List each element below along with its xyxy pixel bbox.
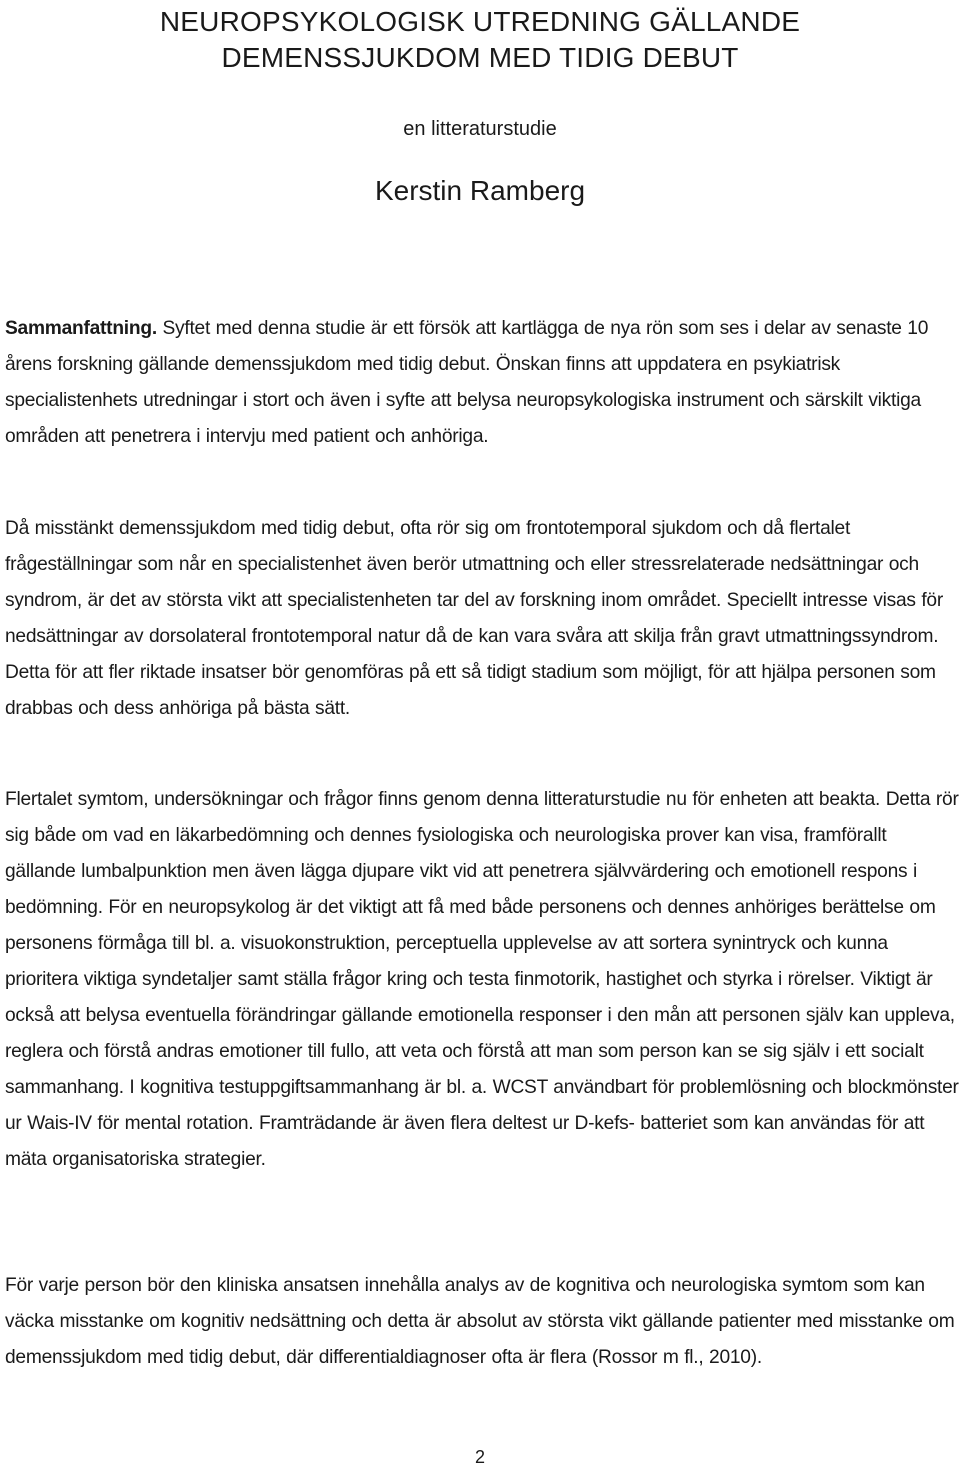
body-paragraph-3: Flertalet symtom, undersökningar och frågor finns genom denna litteraturstudie nu för enheten att beakta. Detta rör sig både om vad en läkarbedömning och dennes fysiologiska och neurologiska prover kan visa, framförallt gällande lumbalpunktion men även lägga djupare vikt vid att penetrera självvärdering och emotionell respons i bedömning. För en neuropsykolog är det viktigt att få med både personens och dennes anhöriges berättelse om personens förmåga till bl. a. visuokonstruktion, perceptuella upplevelse av att sortera synintryck och kunna prioritera viktiga syndetaljer samt ställa frågor kring och testa finmotorik, hastighet och styrka i rörelser. Viktigt är också att belysa eventuella förändringar gällande emotionella responser i den mån att personen själv kan uppleva, reglera och förstå andras emotioner till fullo, att veta och förstå att man som person kan se sig själv i ett socialt sammanhang. I kognitiva testuppgiftsammanhang är bl. a. WCST användbart för problemlösning och blockmönster ur Wais-IV för mental rotation. Framträdande är även flera deltest ur D-kefs- batteriet som kan användas för att mäta organisatoriska strategier.: [5, 789, 959, 1170]
document-title: [0, 4, 960, 76]
abstract-text: Syftet med denna studie är ett försök att kartlägga de nya rön som ses i delar av senaste 10 årens forskning gällande demenssjukdom med tidig debut. Önskan finns att uppdatera en psykiatrisk specialistenhets utredningar i stort och även i syfte att belysa neuropsykologiska instrument och särskilt viktiga områden att penetrera i intervju med patient och anhöriga.: [5, 318, 929, 447]
title-line-1: NEUROPSYKOLOGISK UTREDNING GÄLLANDE: [159, 6, 801, 37]
page-number: 2: [474, 1447, 485, 1467]
body-paragraph-4: För varje person bör den kliniska ansatsen innehålla analys av de kognitiva och neurologiska symtom som kan väcka misstanke om kognitiv nedsättning och detta är absolut av största vikt gällande patienter med misstanke om demenssjukdom med tidig debut, där differentialdiagnoser ofta är flera (Rossor m fl., 2010).: [5, 1275, 955, 1368]
abstract-label: Sammanfattning.: [5, 318, 157, 339]
title-line-2: DEMENSSJUKDOM MED TIDIG DEBUT: [221, 42, 739, 73]
author-name: Kerstin Ramberg: [374, 175, 586, 206]
body-paragraph-2: Då misstänkt demenssjukdom med tidig debut, ofta rör sig om frontotemporal sjukdom och då flertalet frågeställningar som når en specialistenhet även berör utmattning och eller stressrelaterade nedsättningar och syndrom, är det av största vikt att specialistenheten tar del av forskning inom området. Speciellt intresse visas för nedsättningar av dorsolateral frontotemporal natur då de kan vara svåra att skilja från gravt utmattningssyndrom. Detta för att fler riktade insatser bör genomföras på ett så tidigt stadium som möjligt, för att hjälpa personen som drabbas och dess anhöriga på bästa sätt.: [5, 518, 943, 719]
document-subtitle: en litteraturstudie: [403, 118, 557, 140]
abstract-paragraph: [5, 311, 960, 455]
